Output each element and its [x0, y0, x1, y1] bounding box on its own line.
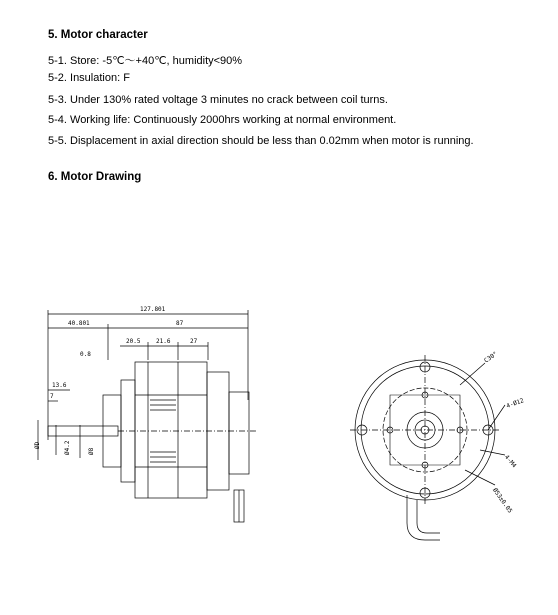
- dim-bolt: 4-M4: [502, 453, 518, 470]
- dim-tolerance: 0.8: [80, 351, 91, 358]
- dim-shaft-tip: 7: [50, 393, 54, 400]
- dim-right: 87: [176, 320, 184, 327]
- dim-pcd: Ø53±0.05: [491, 486, 514, 515]
- dim-c30: C30°: [483, 350, 499, 365]
- dim-hole: 4-Ø12: [505, 397, 525, 410]
- motor-front-view-drawing: [345, 345, 530, 545]
- dim-seg-b: 21.6: [156, 338, 171, 345]
- dim-shaft-length: 13.6: [52, 382, 67, 389]
- dim-dia-shaft: Ø4.2: [64, 440, 71, 455]
- section-title-motor-drawing: 6. Motor Drawing: [48, 171, 142, 183]
- dim-dia-left: ØD: [34, 441, 41, 449]
- motor-side-view-drawing: [28, 300, 268, 530]
- dim-seg-c: 27: [190, 338, 198, 345]
- spec-line-store: 5-1. Store: -5℃～+40℃, humidity<90%: [48, 55, 243, 67]
- spec-line-insulation: 5-2. Insulation: F: [48, 72, 130, 84]
- spec-line-voltage: 5-3. Under 130% rated voltage 3 minutes no crack between coil turns.: [48, 94, 388, 106]
- dim-overall: 127.801: [140, 306, 166, 313]
- spec-line-displacement: 5-5. Displacement in axial direction should be less than 0.02mm when motor is running.: [48, 135, 474, 147]
- section-title-motor-character: 5. Motor character: [48, 29, 148, 41]
- dim-seg-a: 20.5: [126, 338, 141, 345]
- dim-left: 40.801: [68, 320, 90, 327]
- spec-line-working-life: 5-4. Working life: Continuously 2000hrs working at normal environment.: [48, 114, 397, 126]
- dim-dia-boss: Ø8: [88, 447, 95, 455]
